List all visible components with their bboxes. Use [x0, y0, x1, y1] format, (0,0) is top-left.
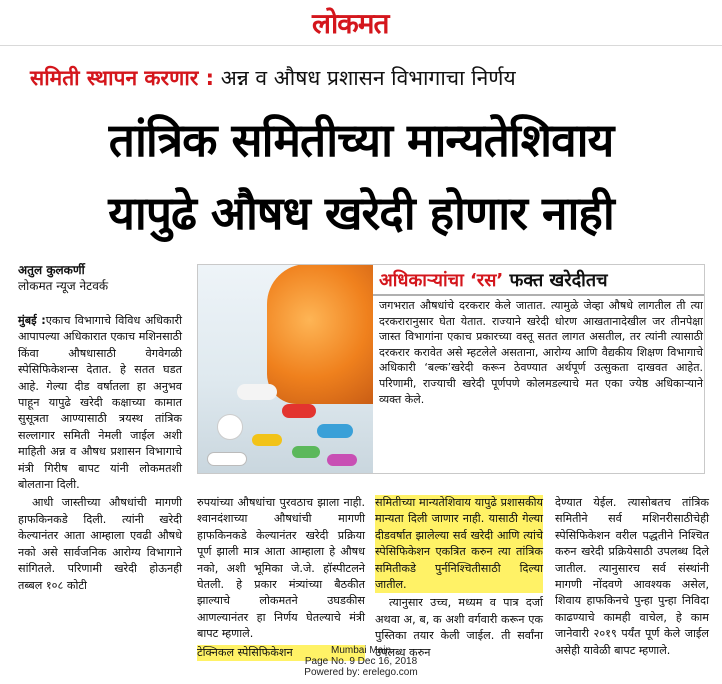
pill-bottle-shape	[267, 264, 373, 404]
pill-shape	[282, 404, 316, 418]
kicker-label: समिती स्थापन करणार :	[30, 66, 215, 90]
article-paragraph: त्यानुसार उच्च, मध्यम व पात्र दर्जा अथवा अ, ब, क अशी वर्गवारी करून एक पुस्तिका तयार केली जाईल. ती सर्वांना उपलब्ध करुन	[375, 596, 543, 659]
lokmat-logo: लोकमत	[312, 7, 389, 40]
article-column-3	[375, 495, 543, 661]
kicker-text: अन्न व औषध प्रशासन विभागाचा निर्णय	[214, 66, 516, 90]
sidebar-title-black: फक्त खरेदीतच	[503, 270, 608, 291]
pill-shape	[237, 384, 277, 400]
article-paragraph: आधी जास्तीच्या औषधांची मागणी हाफकिनकडे दिली. त्यांनी खरेदी केल्यानंतर आता आम्हाला एवढी औषधे नको असे सार्वजनिक आरोग्य विभागाने सांगितले. परिणामी खरेदी होऊनही तब्बल १०८ कोटी	[18, 496, 182, 592]
pill-shape	[207, 452, 247, 466]
page-date: Page No. 9 Dec 16, 2018	[304, 656, 418, 667]
kicker-line	[30, 64, 516, 92]
pill-shape	[217, 414, 243, 440]
author-name: अतुल कुलकर्णी	[18, 263, 85, 277]
article-column-2	[197, 495, 365, 661]
pill-shape	[317, 424, 353, 438]
medicine-photo	[197, 264, 373, 474]
page-footer	[0, 645, 722, 678]
paragraph-text: एकाच विभागाचे विविध अधिकारी आपापल्या अधिकारात एकाच मशिनसाठी किंवा औषधासाठी वेगवेगळी स्पेसिफिकेशन्स देतात. हे सतत घडत आहे. गेल्या दीड वर्षातला हा अनुभव पाहून यापुढे खरेदी कक्षाच्या कामात सुसूत्रता आण्यासाठी त्रयस्थ तांत्रिक सल्लागार समिती नेमली जाईल अशी माहिती अन्न व औषध प्रशासन विभागाचे मंत्री गिरीष बापट यांनी लोकमतशी बोलताना दिली.	[18, 314, 182, 492]
article-column-4	[555, 495, 709, 659]
highlighted-text: टेक्निकल स्पेसिफिकेशन	[197, 645, 365, 661]
article-paragraph: देण्यात येईल. त्यासोबतच तांत्रिक समितीने सर्व मशिनरीसाठीचेही स्पेसिफिकेशन वरील पद्धतीने निश्चित करुन खरेदी प्रक्रियेसाठी उपलब्ध दिले जातील. त्यानुसारच सर्व संस्थांनी मागणी नोंदवणे आवश्यक असेल, शिवाय हाफकिनचे पुन्हा पुन्हा निविदा काढण्याचे कामही वाचेल, हे काम जानेवारी २०१९ पर्यंत पूर्ण केले जाईल असेही यावेळी बापट म्हणाले.	[555, 496, 709, 657]
news-desk: लोकमत न्यूज नेटवर्क	[18, 279, 109, 293]
pill-shape	[292, 446, 320, 458]
sidebar-title-red: अधिकाऱ्यांचा ‘रस’	[379, 270, 504, 291]
byline	[18, 262, 108, 294]
pill-shape	[327, 454, 357, 466]
powered-by: Powered by: erelego.com	[304, 667, 418, 678]
headline-line-2: यापुढे औषध खरेदी होणार नाही	[108, 186, 614, 240]
sidebar-title	[379, 268, 608, 292]
masthead	[0, 0, 722, 46]
article-paragraph	[18, 313, 182, 493]
dateline: मुंबई :	[18, 314, 46, 327]
highlighted-text: समितीच्या मान्यतेशिवाय यापुढे प्रशासकीय मान्यता दिली जाणार नाही. यासाठी गेल्या दीडवर्षात झालेल्या सर्व खरेदी आणि त्यांचे स्पेसिफिकेशन एकत्रित करुन त्या तांत्रिक समितीकडे पुर्ननिश्चितीसाठी दिल्या जातील.	[375, 495, 543, 593]
sidebar-text: जगभरात औषधांचे दरकरार केले जातात. त्यामुळे जेव्हा औषधे लागतील ती त्या दरकरारानुसार घेता येतात. राज्याने खरेदी धोरण आखतानादेखील जर तीनपेक्षा जास्त विभागांना एकाच प्रकारच्या वस्तू सतत लागत असतील, तर त्यांनी त्यासाठी दरकरार करावेत असे म्हटलेले असताना, आरोग्य आणि वैद्यकीय शिक्षण विभागाचे अधिकारी ‘बल्क’खरेदी करून ठेवण्यात अर्थपूर्ण उत्सुकता दाखवत आहेत. परिणामी, राज्याची खरेदी पूर्णपणे कोलमडल्याचे मत एका ज्येष्ठ अधिकाऱ्याने व्यक्त केले.	[379, 299, 703, 406]
pill-shape	[252, 434, 282, 446]
headline-line-1: तांत्रिक समितीच्या मान्यतेशिवाय	[108, 113, 614, 167]
article-column-1	[18, 313, 182, 596]
sidebar-box	[373, 264, 705, 474]
article-paragraph: रुपयांच्या औषधांचा पुरवठाच झाला नाही. श्वानदंशाच्या औषधांची मागणी हाफकिनकडे केल्यानंतर खरेदी प्रक्रिया पूर्ण झाली मात्र आता आम्हाला हे औषध नको, अशी भूमिका जे.जे. हॉस्पीटलने घेतली. हे प्रकार मंत्र्यांच्या बैठकीत झाल्याचे लोकमतने उघडकीस आणल्यानंतर हा निर्णय घेतल्याचे मंत्री बापट म्हणाले.	[197, 496, 365, 641]
edition-label: Mumbai Main	[330, 645, 392, 656]
sidebar-divider	[373, 294, 705, 296]
